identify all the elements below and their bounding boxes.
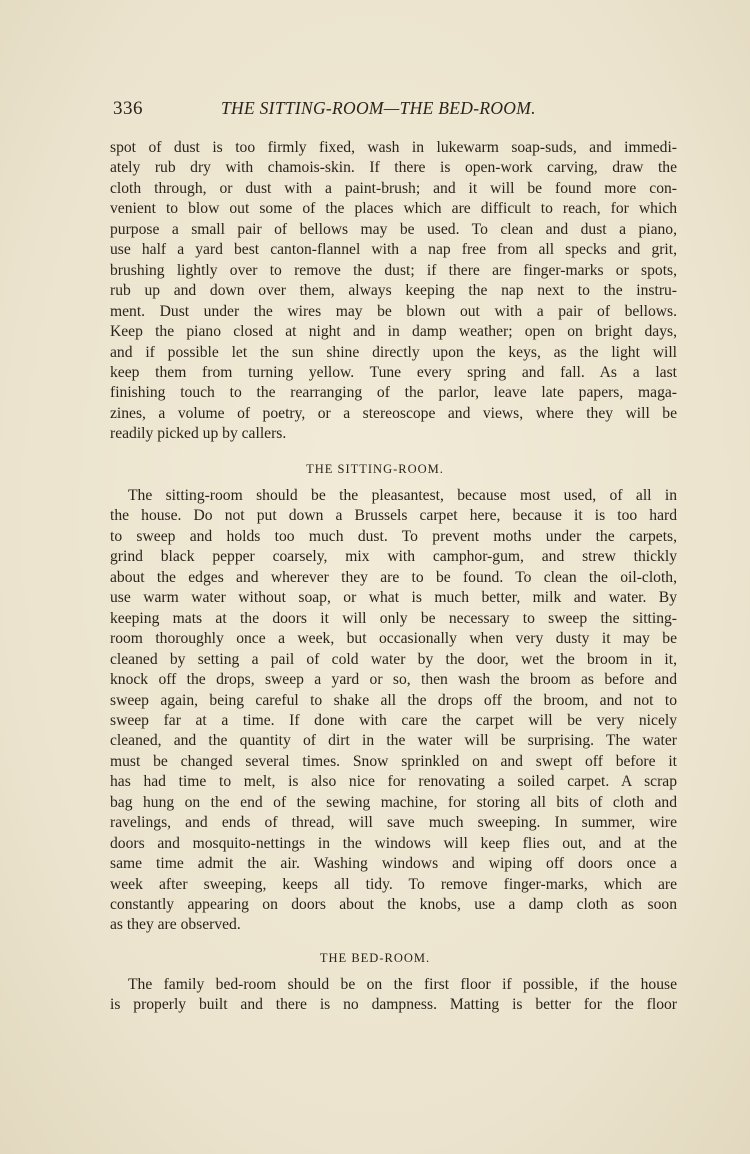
text-line: about the edges and wherever they are to be found. To clean the oil-cloth, <box>110 569 677 586</box>
text-line: must be changed several times. Snow sprinkled on and swept off before it <box>110 753 677 770</box>
text-line: readily picked up by callers. <box>110 425 287 442</box>
text-line: is properly built and there is no dampness. Matting is better for the floor <box>110 996 677 1013</box>
text-line: sweep again, being careful to shake all the drops off the broom, and not to <box>110 692 677 709</box>
text-line: The family bed-room should be on the first floor if possible, if the house <box>128 976 677 993</box>
text-line: and if possible let the sun shine directly upon the keys, as the light will <box>110 344 677 361</box>
text-line: rub up and down over them, always keeping the nap next to the instru- <box>110 282 677 299</box>
text-line: spot of dust is too firmly fixed, wash in lukewarm soap-suds, and immedi- <box>110 139 677 156</box>
text-line: finishing touch to the rearranging of the parlor, leave late papers, maga- <box>110 384 677 401</box>
text-line: same time admit the air. Washing windows and wiping off doors once a <box>110 855 677 872</box>
text-line: has had time to melt, is also nice for renovating a soiled carpet. A scrap <box>110 773 677 790</box>
text-line: ately rub dry with chamois-skin. If there is open-work carving, draw the <box>110 159 677 176</box>
text-line: week after sweeping, keeps all tidy. To remove finger-marks, which are <box>110 876 677 893</box>
text-line: cloth through, or dust with a paint-brush; and it will be found more con- <box>110 180 677 197</box>
text-line: to sweep and holds too much dust. To prevent moths under the carpets, <box>110 528 677 545</box>
text-line: cleaned by setting a pail of cold water by the door, wet the broom in it, <box>110 651 677 668</box>
section-heading-bed-room: THE BED-ROOM. <box>319 951 431 965</box>
text-line: keeping mats at the doors it will only be necessary to sweep the sitting- <box>110 610 677 627</box>
text-line: venient to blow out some of the places which are difficult to reach, for which <box>110 200 677 217</box>
running-head: THE SITTING-ROOM—THE BED-ROOM. <box>221 98 536 118</box>
text-line: zines, a volume of poetry, or a stereoscope and views, where they will be <box>110 405 677 422</box>
text-line: as they are observed. <box>110 916 241 933</box>
text-line: knock off the drops, sweep a yard or so, then wash the broom as before and <box>110 671 677 688</box>
page-number: 336 <box>113 98 143 119</box>
text-line: cleaned, and the quantity of dirt in the water will be surprising. The water <box>110 732 677 749</box>
text-line: ravelings, and ends of thread, will save much sweeping. In summer, wire <box>110 814 677 831</box>
text-line: constantly appearing on doors about the knobs, use a damp cloth as soon <box>110 896 677 913</box>
text-line: sweep far at a time. If done with care the carpet will be very nicely <box>110 712 677 729</box>
text-line: doors and mosquito-nettings in the windows will keep flies out, and at the <box>110 835 677 852</box>
text-line: keep them from turning yellow. Tune every spring and fall. As a last <box>110 364 677 381</box>
text-line: use warm water without soap, or what is much better, milk and water. By <box>110 589 677 606</box>
text-line: the house. Do not put down a Brussels carpet here, because it is too hard <box>110 507 677 524</box>
text-line: ment. Dust under the wires may be blown out with a pair of bellows. <box>110 303 677 320</box>
text-line: room thoroughly once a week, but occasionally when very dusty it may be <box>110 630 677 647</box>
text-line: use half a yard best canton-flannel with a nap free from all specks and grit, <box>110 241 677 258</box>
section-heading-sitting-room: THE SITTING-ROOM. <box>306 462 444 476</box>
text-line: The sitting-room should be the pleasantest, because most used, of all in <box>128 487 677 504</box>
text-line: purpose a small pair of bellows may be used. To clean and dust a piano, <box>110 221 677 238</box>
page-header <box>113 98 678 124</box>
text-line: Keep the piano closed at night and in damp weather; open on bright days, <box>110 323 677 340</box>
text-line: bag hung on the end of the sewing machine, for storing all bits of cloth and <box>110 794 677 811</box>
text-line: grind black pepper coarsely, mix with camphor-gum, and strew thickly <box>110 548 677 565</box>
text-line: brushing lightly over to remove the dust; if there are finger-marks or spots, <box>110 262 677 279</box>
